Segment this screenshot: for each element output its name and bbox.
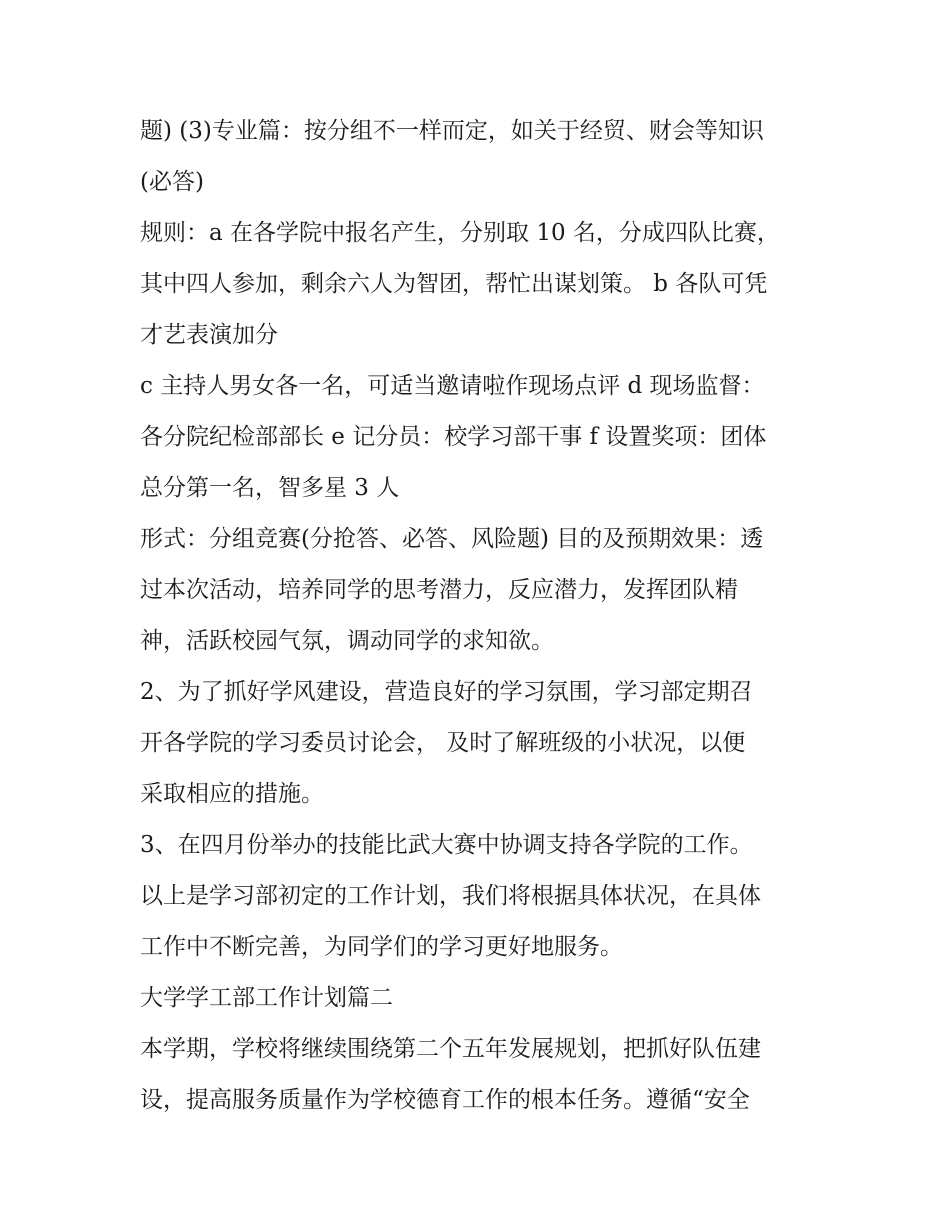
text-line: 设，提高服务质量作为学校德育工作的根本任务。遵循“安全 — [140, 1087, 750, 1113]
text-line: 以上是学习部初定的工作计划，我们将根据具体状况，在具体 — [140, 883, 761, 909]
section-heading: 大学学工部工作计划篇二 — [140, 985, 393, 1011]
text-line: 工作中不断完善，为同学们的学习更好地服务。 — [140, 934, 623, 960]
text-line: 3、在四月份举办的技能比武大赛中协调支持各学院的工作。 — [140, 832, 753, 858]
text-line: 神，活跃校园气氛，调动同学的求知欲。 — [140, 628, 554, 654]
document-body — [140, 106, 820, 1126]
text-line: 本学期，学校将继续围绕第二个五年发展规划，把抓好队伍建 — [140, 1036, 761, 1062]
text-line: 形式：分组竞赛(分抢答、必答、风险题) 目的及预期效果：透 — [140, 526, 764, 552]
text-line: 规则：a 在各学院中报名产生，分别取 10 名，分成四队比赛， — [140, 220, 780, 246]
text-line: 开各学院的学习委员讨论会， 及时了解班级的小状况，以便 — [140, 730, 746, 756]
text-line: c 主持人男女各一名，可适当邀请啦作现场点评 d 现场监督： — [140, 373, 765, 399]
text-line: 各分院纪检部部长 e 记分员：校学习部干事 f 设置奖项：团体 — [140, 424, 767, 450]
text-line: (必答) — [140, 169, 204, 195]
text-line: 才艺表演加分 — [140, 322, 278, 348]
text-line: 题) (3)专业篇：按分组不一样而定，如关于经贸、财会等知识 — [140, 118, 764, 144]
text-line: 2、为了抓好学风建设，营造良好的学习氛围，学习部定期召 — [140, 679, 753, 705]
text-line: 过本次活动，培养同学的思考潜力，反应潜力，发挥团队精 — [140, 577, 738, 603]
text-line: 采取相应的措施。 — [140, 781, 324, 807]
text-line: 其中四人参加，剩余六人为智团，帮忙出谋划策。 b 各队可凭 — [140, 271, 768, 297]
text-line: 总分第一名，智多星 3 人 — [140, 475, 400, 501]
